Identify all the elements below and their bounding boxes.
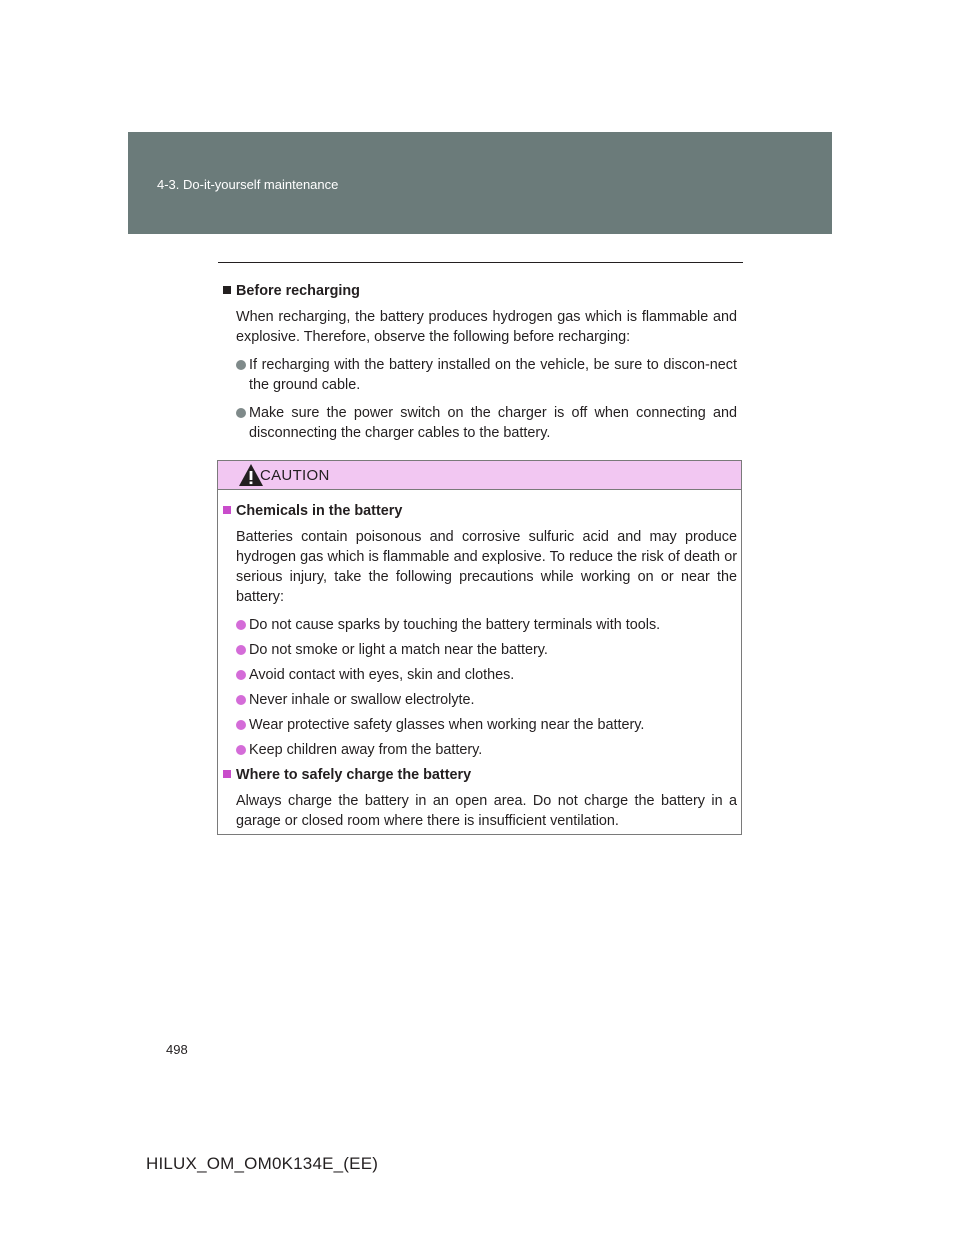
caution-heading-chemicals bbox=[222, 501, 737, 521]
caution-paragraph: Batteries contain poisonous and corrosive sulfuric acid and may produce hydrogen gas which is flammable and explosive. To reduce the risk of death or serious injury, take the following precautions while working on or near the battery: bbox=[236, 529, 737, 605]
bullet-dot-icon bbox=[236, 720, 246, 730]
bullet-dot-icon bbox=[236, 695, 246, 705]
caution-heading-charging-location bbox=[222, 765, 737, 785]
recharging-heading bbox=[222, 281, 737, 301]
caution-box bbox=[217, 460, 742, 835]
list-item bbox=[222, 740, 737, 760]
list-item bbox=[222, 640, 737, 660]
top-divider bbox=[218, 262, 743, 263]
list-item-text: If recharging with the battery installed on the vehicle, be sure to discon-nect the ground cable. bbox=[249, 357, 737, 393]
document-code: HILUX_OM_OM0K134E_(EE) bbox=[146, 1154, 379, 1173]
recharging-heading-text: Before recharging bbox=[236, 283, 360, 299]
list-item-text: Do not cause sparks by touching the battery terminals with tools. bbox=[249, 617, 661, 633]
section-header-band bbox=[128, 132, 832, 234]
list-item bbox=[222, 403, 737, 443]
recharging-intro: When recharging, the battery produces hydrogen gas which is flammable and explosive. Therefore, observe the following before recharging: bbox=[236, 309, 737, 345]
bullet-dot-icon bbox=[236, 670, 246, 680]
list-item-text: Do not smoke or light a match near the battery. bbox=[249, 642, 548, 658]
list-item-text: Never inhale or swallow electrolyte. bbox=[249, 692, 475, 708]
recharging-section bbox=[222, 281, 737, 451]
list-item bbox=[222, 665, 737, 685]
square-bullet-icon bbox=[223, 506, 231, 514]
bullet-dot-icon bbox=[236, 645, 246, 655]
square-bullet-icon bbox=[223, 286, 231, 294]
bullet-dot-icon bbox=[236, 408, 246, 418]
caution-paragraph: Always charge the battery in an open area. Do not charge the battery in a garage or closed room where there is insufficient ventilation. bbox=[236, 793, 737, 829]
caution-heading-text: Where to safely charge the battery bbox=[236, 767, 472, 783]
square-bullet-icon bbox=[223, 770, 231, 778]
list-item-text: Make sure the power switch on the charger is off when connecting and disconnecting the charger cables to the battery. bbox=[249, 405, 737, 441]
section-title: 4-3. Do-it-yourself maintenance bbox=[157, 177, 339, 192]
list-item bbox=[222, 355, 737, 395]
bullet-dot-icon bbox=[236, 360, 246, 370]
caution-heading-text: Chemicals in the battery bbox=[236, 503, 403, 519]
list-item-text: Keep children away from the battery. bbox=[249, 742, 483, 758]
bullet-dot-icon bbox=[236, 745, 246, 755]
caution-title: CAUTION bbox=[260, 467, 330, 484]
list-item bbox=[222, 690, 737, 710]
list-item bbox=[222, 615, 737, 635]
bullet-dot-icon bbox=[236, 620, 246, 630]
list-item-text: Avoid contact with eyes, skin and clothes. bbox=[249, 667, 515, 683]
caution-header bbox=[218, 461, 741, 490]
list-item bbox=[222, 715, 737, 735]
list-item-text: Wear protective safety glasses when working near the battery. bbox=[249, 717, 645, 733]
caution-body bbox=[222, 501, 737, 839]
page-number: 498 bbox=[166, 1042, 188, 1057]
